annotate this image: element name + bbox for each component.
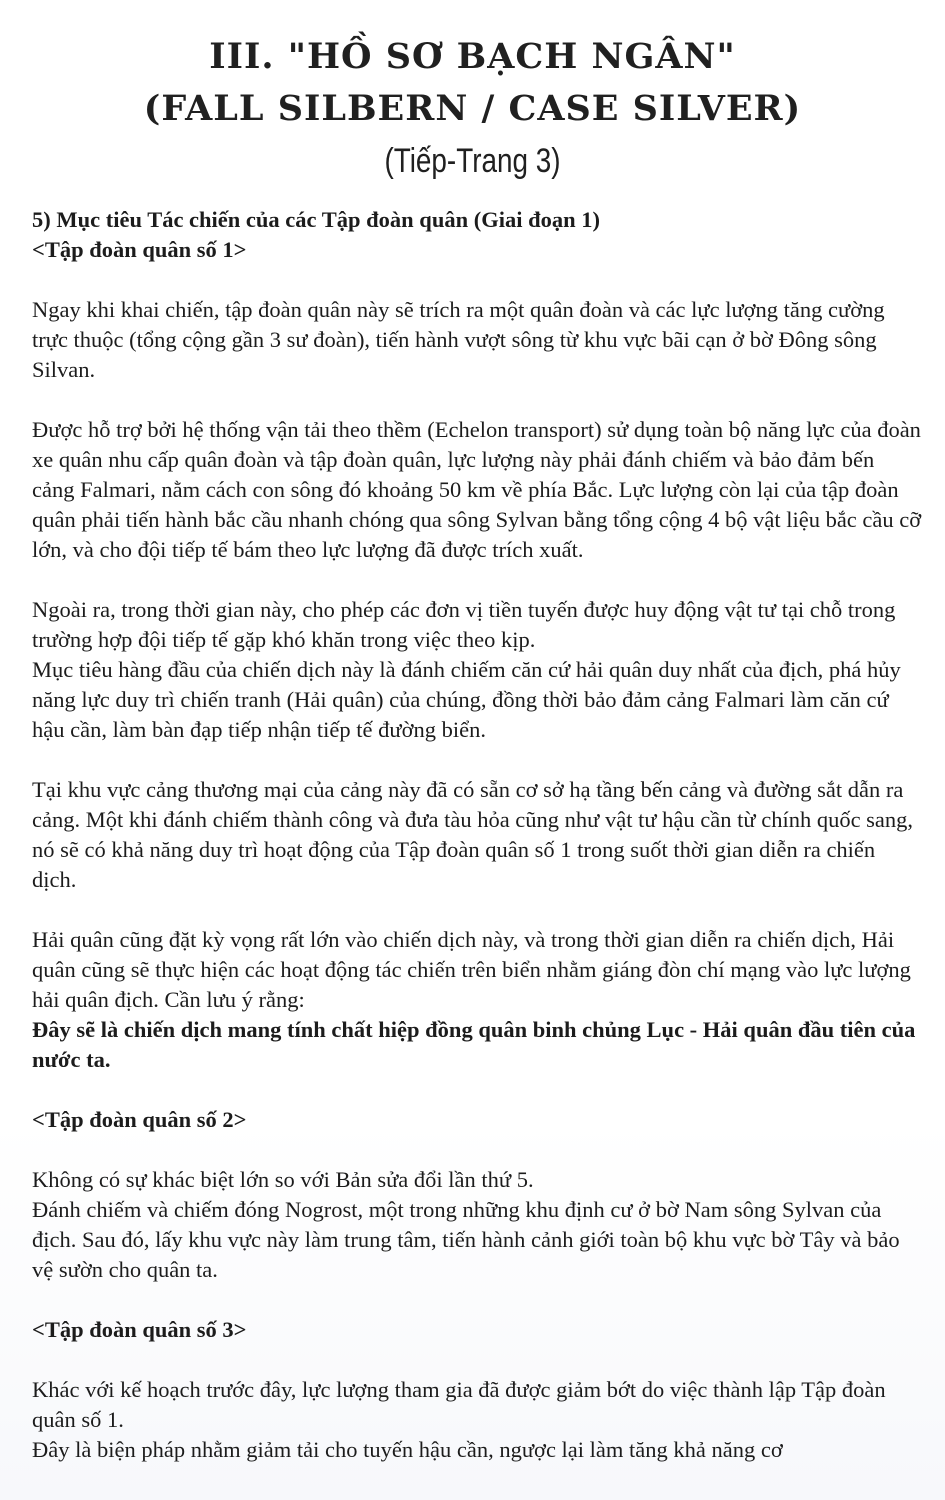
army-3-paragraph-1b: Đây là biện pháp nhằm giảm tải cho tuyến hậu cần, ngược lại làm tăng khả năng cơ: [32, 1437, 783, 1462]
army-3-label: <Tập đoàn quân số 3>: [32, 1317, 247, 1342]
army-1-label: <Tập đoàn quân số 1>: [32, 237, 247, 262]
section-heading: 5) Mục tiêu Tác chiến của các Tập đoàn quân (Giai đoạn 1): [32, 207, 600, 232]
spacer: [32, 895, 922, 925]
army-1-paragraph-2: Được hỗ trợ bởi hệ thống vận tải theo thềm (Echelon transport) sử dụng toàn bộ năng lực của đoàn xe quân nhu cấp quân đoàn và tập đoàn quân, lực lượng này phải đánh chiếm và bảo đảm bến cảng Falmari, nằm cách con sông đó khoảng 50 km về phía Bắc. Lực lượng còn lại của tập đoàn quân phải tiến hành bắc cầu nhanh chóng qua sông Sylvan bằng tổng cộng 4 bộ vật liệu bắc cầu cỡ lớn, và cho đội tiếp tế bám theo lực lượng đã được trích xuất.: [32, 417, 922, 562]
army-1-paragraph-5: Hải quân cũng đặt kỳ vọng rất lớn vào chiến dịch này, và trong thời gian diễn ra chiến dịch, Hải quân cũng sẽ thực hiện các hoạt động tác chiến trên biển nhằm giáng đòn chí mạng vào lực lượng hải quân địch. Cần lưu ý rằng:: [32, 927, 911, 1012]
spacer: [32, 1285, 922, 1315]
spacer: [32, 565, 922, 595]
spacer: [32, 1345, 922, 1375]
army-1-paragraph-4: Tại khu vực cảng thương mại của cảng này đã có sẵn cơ sở hạ tầng bến cảng và đường sắt dẫn ra cảng. Một khi đánh chiếm thành công và đưa tàu hỏa cũng như vật tư hậu cần từ chính quốc sang, nó sẽ có khả năng duy trì hoạt động của Tập đoàn quân số 1 trong suốt thời gian diễn ra chiến dịch.: [32, 777, 914, 892]
document-title-line-1: III. "HỒ SƠ BẠCH NGÂN": [209, 36, 736, 77]
army-1-paragraph-3b: Mục tiêu hàng đầu của chiến dịch này là đánh chiếm căn cứ hải quân duy nhất của địch, phá hủy năng lực duy trì chiến tranh (Hải quân) của chúng, đồng thời bảo đảm cảng Falmari làm căn cứ hậu cần, làm bàn đạp tiếp nhận tiếp tế đường biển.: [32, 657, 901, 742]
spacer: [32, 1075, 922, 1105]
army-1-emphasis: Đây sẽ là chiến dịch mang tính chất hiệp đồng quân binh chủng Lục - Hải quân đầu tiên của nước ta.: [32, 1017, 916, 1072]
army-2-paragraph-1a: Không có sự khác biệt lớn so với Bản sửa đổi lần thứ 5.: [32, 1167, 534, 1192]
document-body: [32, 205, 922, 1465]
spacer: [32, 265, 922, 295]
spacer: [32, 385, 922, 415]
army-2-label: <Tập đoàn quân số 2>: [32, 1107, 247, 1132]
spacer: [32, 745, 922, 775]
document-title-line-2: (FALL SILBERN / CASE SILVER): [143, 88, 802, 129]
spacer: [32, 1135, 922, 1165]
army-1-paragraph-3a: Ngoài ra, trong thời gian này, cho phép các đơn vị tiền tuyến được huy động vật tư tại chỗ trong trường hợp đội tiếp tế gặp khó khăn trong việc theo kịp.: [32, 597, 896, 652]
document-subtitle: (Tiếp-Trang 3): [384, 142, 561, 180]
army-2-paragraph-1b: Đánh chiếm và chiếm đóng Nogrost, một trong những khu định cư ở bờ Nam sông Sylvan của địch. Sau đó, lấy khu vực này làm trung tâm, tiến hành cảnh giới toàn bộ khu vực bờ Tây và bảo vệ sườn cho quân ta.: [32, 1197, 900, 1282]
army-1-paragraph-1: Ngay khi khai chiến, tập đoàn quân này sẽ trích ra một quân đoàn và các lực lượng tăng cường trực thuộc (tổng cộng gần 3 sư đoàn), tiến hành vượt sông từ khu vực bãi cạn ở bờ Đông sông Silvan.: [32, 297, 885, 382]
army-3-paragraph-1a: Khác với kế hoạch trước đây, lực lượng tham gia đã được giảm bớt do việc thành lập Tập đoàn quân số 1.: [32, 1377, 886, 1432]
